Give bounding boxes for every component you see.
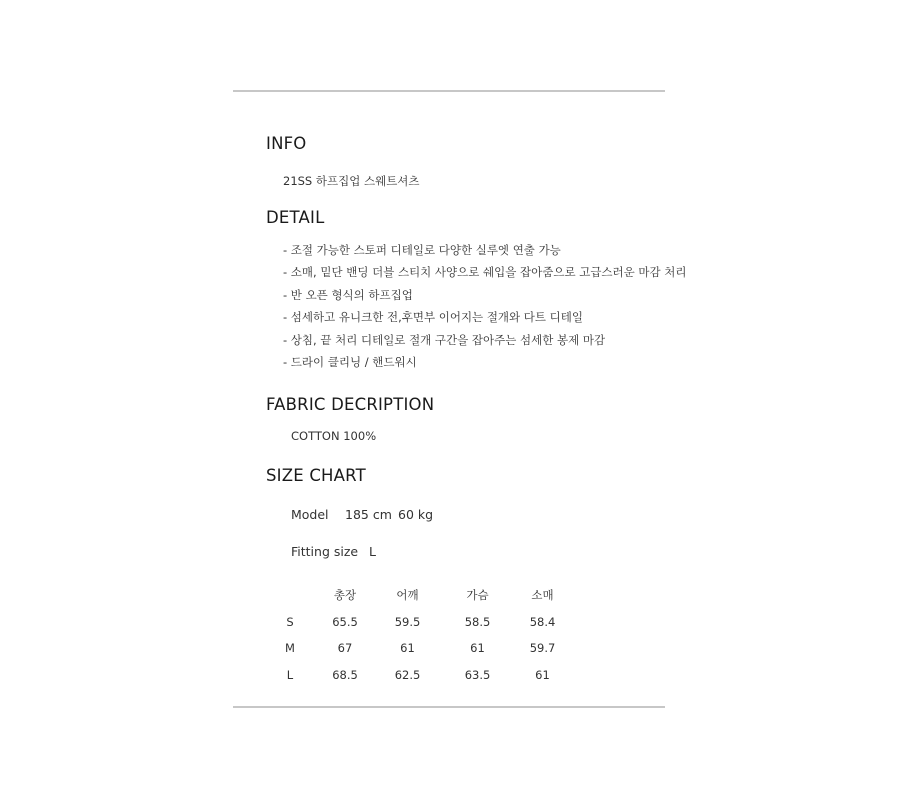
size-table-corner xyxy=(270,582,310,609)
table-cell: 61 xyxy=(470,641,485,656)
size-table-header xyxy=(270,582,565,609)
model-height: 185 cm xyxy=(345,507,392,522)
table-cell: 67 xyxy=(337,641,353,656)
table-row xyxy=(270,635,565,662)
table-cell: 61 xyxy=(400,641,415,656)
column-header: 소매 xyxy=(531,588,554,603)
detail-heading: DETAIL xyxy=(266,208,325,227)
top-divider xyxy=(233,90,665,92)
table-cell: 62.5 xyxy=(394,667,421,682)
fabric-composition: COTTON 100% xyxy=(291,429,377,443)
table-row xyxy=(270,609,565,636)
column-header: 가슴 xyxy=(466,588,489,603)
table-cell: 65.5 xyxy=(332,614,358,629)
fitting-size-label: Fitting size xyxy=(291,544,359,559)
product-name: 21SS 하프집업 스웨트셔츠 xyxy=(283,174,420,188)
detail-item: - 반 오픈 형식의 하프집업 xyxy=(283,287,413,302)
detail-item: - 섬세하고 유니크한 전,후면부 이어지는 절개와 다트 디테일 xyxy=(283,310,584,325)
detail-item: - 소매, 밑단 밴딩 더블 스티치 사양으로 쉐입을 잡아줌으로 고급스러운 마감 처리 xyxy=(283,265,687,280)
table-row xyxy=(270,662,565,689)
fabric-heading: FABRIC DECRIPTION xyxy=(266,395,435,414)
model-label: Model xyxy=(291,507,329,522)
size-table xyxy=(270,582,565,688)
info-heading: INFO xyxy=(266,134,307,153)
detail-list xyxy=(283,242,687,376)
column-header: 총장 xyxy=(333,588,357,603)
table-cell: 59.5 xyxy=(394,614,421,629)
table-cell: 68.5 xyxy=(332,667,358,682)
table-cell: 58.5 xyxy=(464,614,491,629)
table-cell: 61 xyxy=(535,667,550,682)
table-cell: 63.5 xyxy=(464,667,491,682)
column-header: 어깨 xyxy=(396,588,419,603)
bottom-divider xyxy=(233,706,665,708)
detail-item: - 조절 가능한 스토퍼 디테일로 다양한 실루엣 연출 가능 xyxy=(283,243,561,257)
size-chart-heading: SIZE CHART xyxy=(266,466,366,485)
fitting-size-value: L xyxy=(369,544,376,559)
table-cell: 59.7 xyxy=(529,641,556,656)
size-label: M xyxy=(285,641,295,656)
size-label: S xyxy=(286,614,294,629)
detail-item: - 드라이 클리닝 / 핸드워시 xyxy=(283,354,417,369)
model-weight: 60 kg xyxy=(398,507,434,522)
table-cell: 58.4 xyxy=(529,614,556,629)
size-label: L xyxy=(286,667,294,682)
detail-item: - 상침, 끝 처리 디테일로 절개 구간을 잡아주는 섬세한 봉제 마감 xyxy=(283,332,606,347)
